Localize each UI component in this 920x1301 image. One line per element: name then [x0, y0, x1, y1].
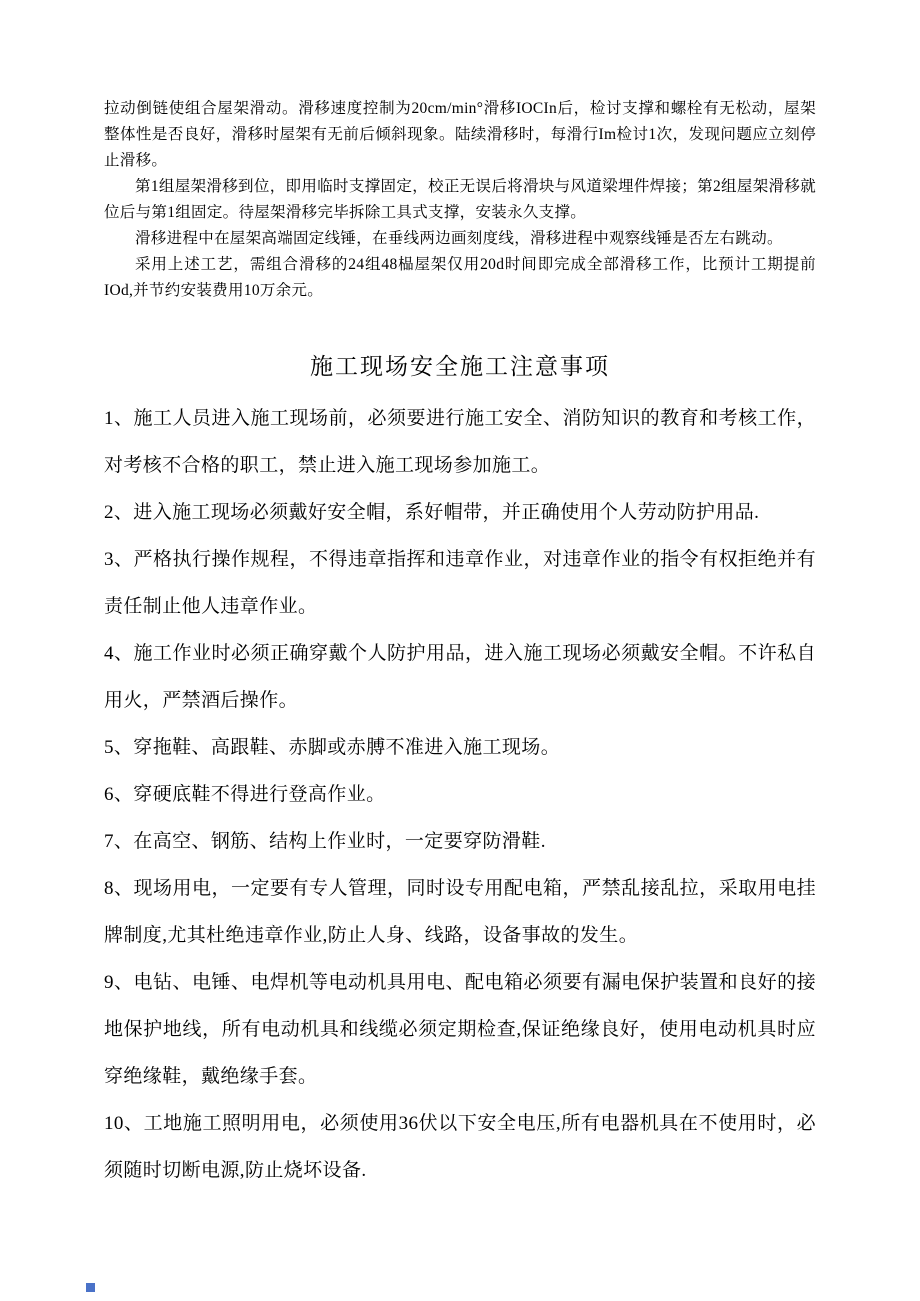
list-item: 5、穿拖鞋、高跟鞋、赤脚或赤膊不准进入施工现场。	[104, 737, 561, 758]
list-item: 9、电钻、电锤、电焊机等电动机具用电、配电箱必须要有漏电保护装置和良好的接地保护地线，所有电动机具和线缆必须定期检查,保证绝缘良好，使用电动机具时应穿绝缘鞋，戴绝缘手套。	[104, 972, 816, 1087]
intro-paragraph: 滑移进程中在屋架高端固定线锤，在垂线两边画刻度线，滑移进程中观察线锤是否左右跳动。	[135, 230, 783, 247]
list-item: 3、严格执行操作规程，不得违章指挥和违章作业，对违章作业的指令有权拒绝并有责任制止他人违章作业。	[104, 549, 816, 617]
intro-paragraph: 第1组屋架滑移到位，即用临时支撑固定，校正无误后将滑块与风道梁埋件焊接；第2组屋架滑移就位后与第1组固定。待屋架滑移完毕拆除工具式支撑，安装永久支撑。	[104, 178, 816, 221]
page-corner-mark	[86, 1283, 95, 1292]
safety-items-list	[104, 395, 816, 1194]
list-item: 8、现场用电，一定要有专人管理，同时设专用配电箱，严禁乱接乱拉，采取用电挂牌制度,尤其杜绝违章作业,防止人身、线路，设备事故的发生。	[104, 878, 816, 946]
list-item: 4、施工作业时必须正确穿戴个人防护用品，进入施工现场必须戴安全帽。不许私自用火，严禁酒后操作。	[104, 643, 816, 711]
list-item: 1、施工人员进入施工现场前，必须要进行施工安全、消防知识的教育和考核工作，对考核不合格的职工，禁止进入施工现场参加施工。	[104, 408, 816, 476]
intro-paragraph: 拉动倒链使组合屋架滑动。滑移速度控制为20cm/min°滑移IOCIn后，检讨支撑和螺栓有无松动，屋架整体性是否良好，滑移时屋架有无前后倾斜现象。陆续滑移时，每滑行Im检讨1次，发现问题应立刻停止滑移。	[104, 100, 816, 169]
list-item: 10、工地施工照明用电，必须使用36伏以下安全电压,所有电器机具在不使用时，必须随时切断电源,防止烧坏设备.	[104, 1113, 816, 1181]
intro-section	[104, 96, 816, 304]
intro-paragraph: 采用上述工艺，需组合滑移的24组48榀屋架仅用20d时间即完成全部滑移工作，比预计工期提前IOd,并节约安装费用10万余元。	[104, 256, 816, 299]
page-title: 施工现场安全施工注意事项	[310, 354, 610, 379]
list-item: 2、进入施工现场必须戴好安全帽，系好帽带，并正确使用个人劳动防护用品.	[104, 502, 760, 523]
list-item: 7、在高空、钢筋、结构上作业时，一定要穿防滑鞋.	[104, 831, 546, 852]
list-item: 6、穿硬底鞋不得进行登高作业。	[104, 784, 386, 805]
